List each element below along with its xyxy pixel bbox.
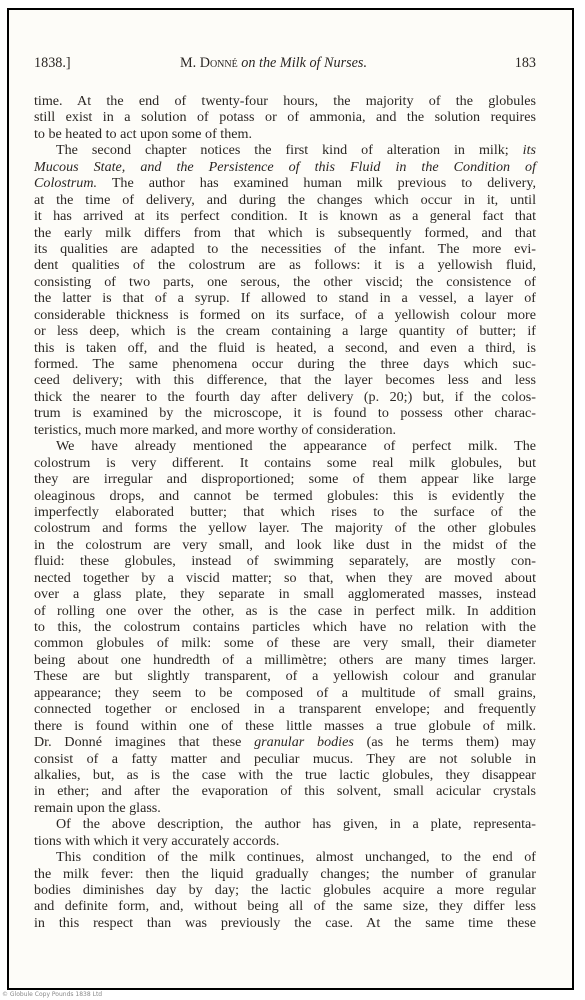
line-text: teristics, much more marked, and more worthy of consideration. (34, 421, 397, 438)
line-text: These are but slightly transparent, of a yellowish colour and granular (34, 668, 536, 685)
line-text: this is taken off, and the fluid is heated, a second, and even a third, is (34, 339, 536, 356)
line-text: it has arrived at its perfect condition. It is known as a general fact that (34, 208, 536, 225)
running-header (34, 55, 536, 79)
text-line (34, 849, 536, 865)
line-text: over a glass plate, they separate in small agglomerated masses, instead (34, 586, 536, 603)
text-line (34, 635, 536, 651)
text-line (34, 323, 536, 339)
italic-text: its (522, 142, 536, 159)
text-line (34, 389, 536, 405)
text-line (34, 751, 536, 767)
text-line (34, 356, 536, 372)
copyright-notice: © Globule Copy Pounds 1838 Ltd (2, 991, 103, 998)
text-line (34, 307, 536, 323)
text-line (34, 734, 536, 750)
line-text: considerable thickness is formed on its surface, of a yellowish colour more (34, 306, 536, 323)
line-text: consisting of two parts, one serous, the other viscid; the consistence of (34, 273, 536, 290)
text-line (34, 438, 536, 454)
line-text: still exist in a solution of potass or of ammonia, and the solution requires (34, 109, 536, 126)
line-text: the milk fever: then the liquid gradually changes; the number of granular (34, 865, 536, 882)
text-line (34, 537, 536, 553)
text-line (34, 159, 536, 175)
line-text: at the time of delivery, and during the changes which occur in it, until (34, 191, 536, 208)
line-text: trum is examined by the microscope, it is found to possess other charac- (34, 405, 536, 422)
text-line (34, 685, 536, 701)
header-year: 1838.] (34, 55, 71, 71)
text-line (34, 142, 536, 158)
line-text: (as he terms them) may (353, 734, 536, 751)
text-line (34, 603, 536, 619)
line-text: in this respect than was previously the case. At the same time these (34, 914, 536, 931)
line-text: dent qualities of the colostrum are as follows: it is a yellowish fluid, (34, 257, 536, 274)
line-text: consist of a fatty matter and peculiar mucus. They are not soluble in (34, 750, 536, 767)
text-line (34, 882, 536, 898)
line-text: colostrum is very different. It contains some real milk globules, but (34, 454, 536, 471)
text-line (34, 520, 536, 536)
italic-text: Colostrum. (34, 175, 98, 192)
page-number: 183 (514, 55, 536, 71)
text-line (34, 93, 536, 109)
text-line (34, 274, 536, 290)
line-text: or less deep, which is the cream containing a large quantity of butter; if (34, 323, 536, 340)
text-line (34, 405, 536, 421)
text-line (34, 471, 536, 487)
text-line (34, 800, 536, 816)
line-text: fluid: these globules, instead of swimming separately, are mostly con- (34, 553, 536, 570)
line-text: imperfectly elaborated butter; that which rises to the surface of the (34, 503, 536, 520)
line-text: Dr. Donné imagines that these (34, 734, 255, 751)
line-text: in the colostrum are very small, and look like dust in the midst of the (34, 536, 536, 553)
text-line (34, 619, 536, 635)
text-line (34, 701, 536, 717)
line-text: This condition of the milk continues, almost unchanged, to the end of (56, 849, 536, 866)
text-line (34, 208, 536, 224)
italic-text: Mucous State, and the Persistence of this Fluid in the Condition of (34, 158, 536, 175)
line-text: being about one hundredth of a millimètre; others are many times larger. (34, 651, 536, 668)
text-line (34, 767, 536, 783)
line-text: The second chapter notices the first kind of alteration in milk; (56, 142, 523, 159)
line-text: of rolling one over the other, as is the case in perfect milk. In addition (34, 602, 536, 619)
line-text: nected together by a viscid matter; so that, when they are moved about (34, 569, 536, 586)
text-line (34, 783, 536, 799)
line-text: remain upon the glass. (34, 799, 161, 816)
text-line (34, 652, 536, 668)
line-text: bodies diminishes day by day; the lactic globules acquire a more regular (34, 882, 536, 898)
line-text: formed. The same phenomena occur during the three days which suc- (34, 356, 536, 372)
text-line (34, 504, 536, 520)
line-text: its qualities are adapted to the necessities of the infant. The more evi- (34, 240, 536, 257)
header-author: M. Donné (180, 55, 238, 71)
text-line (34, 241, 536, 257)
text-line (34, 175, 536, 191)
text-line (34, 718, 536, 734)
line-text: to this, the colostrum contains particles which have no relation with the (34, 619, 536, 635)
text-line (34, 257, 536, 273)
line-text: thick the nearer to the fourth day after delivery (p. 20;) but, if the colos- (34, 388, 536, 405)
line-text: common globules of milk: some of these are very small, their diameter (34, 635, 536, 652)
line-text: and definite form, and, without being all of the same size, they differ less (34, 898, 536, 915)
text-line (34, 816, 536, 832)
text-line (34, 570, 536, 586)
line-text: tions with which it very accurately accords. (34, 832, 280, 849)
line-text: oleaginous drops, and cannot be termed globules: this is evidently the (34, 487, 536, 504)
text-line (34, 109, 536, 125)
line-text: the early milk differs from that which is subsequently formed, and that (34, 224, 536, 241)
text-line (34, 455, 536, 471)
header-title (180, 55, 367, 72)
text-line (34, 488, 536, 504)
line-text: connected together or enclosed in a transparent envelope; and frequently (34, 701, 536, 718)
text-line (34, 898, 536, 914)
text-line (34, 126, 536, 142)
text-line (34, 553, 536, 569)
line-text: alkalies, but, as is the case with the true lactic globules, they disappear (34, 766, 536, 783)
body-text (34, 93, 536, 931)
text-line (34, 866, 536, 882)
text-line (34, 372, 536, 388)
text-line (34, 915, 536, 931)
line-text: in ether; and after the evaporation of this solvent, small acicular crystals (34, 783, 536, 800)
line-text: the latter is that of a syrup. If allowed to stand in a vessel, a layer of (34, 290, 536, 307)
line-text: they are irregular and disproportioned; some of them appear like large (34, 471, 536, 488)
header-title-italic: on the Milk of Nurses. (241, 55, 367, 71)
text-line (34, 290, 536, 306)
text-line (34, 192, 536, 208)
line-text: The author has examined human milk previous to delivery, (97, 175, 536, 192)
line-text: ceed delivery; with this difference, that the layer becomes less and less (34, 372, 536, 389)
text-line (34, 422, 536, 438)
italic-text: granular bodies (254, 734, 354, 751)
line-text: to be heated to act upon some of them. (34, 125, 252, 142)
line-text: Of the above description, the author has given, in a plate, representa- (56, 816, 536, 833)
text-line (34, 340, 536, 356)
text-line (34, 833, 536, 849)
line-text: appearance; they seem to be composed of a multitude of small grains, (34, 684, 536, 701)
text-line (34, 668, 536, 684)
text-line (34, 225, 536, 241)
line-text: there is found within one of these little masses a true globule of milk. (34, 717, 536, 734)
line-text: colostrum and forms the yellow layer. The majority of the other globules (34, 520, 536, 537)
line-text: time. At the end of twenty-four hours, the majority of the globules (34, 93, 536, 109)
line-text: We have already mentioned the appearance of perfect milk. The (56, 438, 536, 455)
text-line (34, 586, 536, 602)
